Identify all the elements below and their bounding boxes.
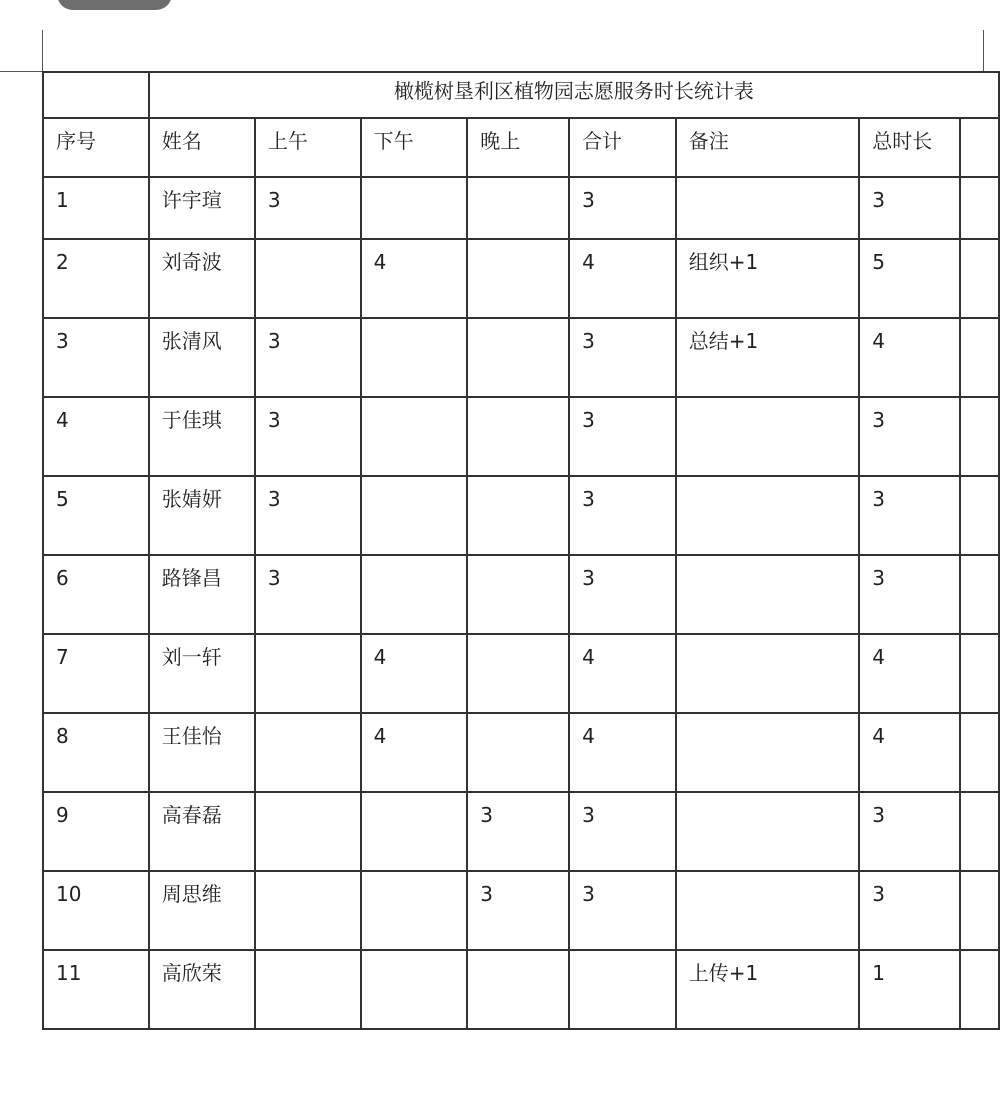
cell-evening[interactable]: [467, 634, 569, 713]
cell-value-name: 周思维: [161, 882, 222, 906]
cell-extra[interactable]: [960, 239, 999, 318]
cell-value-remark: 上传+1: [688, 961, 759, 985]
margin-guide-right: [983, 30, 984, 72]
cell-subtotal[interactable]: [569, 634, 676, 713]
header-label-total-hours: 总时长: [872, 129, 933, 153]
table-title: 橄榄树垦利区植物园志愿服务时长统计表: [393, 79, 754, 103]
table-title-row: [43, 72, 999, 118]
cell-value-subtotal: 3: [582, 566, 595, 590]
cell-evening[interactable]: [467, 950, 569, 1029]
cell-total-hours[interactable]: [859, 239, 959, 318]
cell-value-remark: [689, 556, 859, 566]
cell-morning[interactable]: [255, 871, 361, 950]
cell-value-subtotal: 3: [582, 487, 595, 511]
margin-guide-left: [42, 30, 43, 72]
cell-value-total-hours: 3: [872, 188, 885, 212]
cell-value-extra: [973, 240, 998, 250]
cell-value-evening: [480, 635, 568, 645]
cell-total-hours[interactable]: [859, 318, 959, 397]
cell-remark[interactable]: [676, 950, 860, 1029]
cell-extra[interactable]: [960, 792, 999, 871]
cell-value-remark: [689, 398, 859, 408]
cell-value-remark: 组织+1: [688, 250, 759, 274]
cell-subtotal[interactable]: [569, 318, 676, 397]
header-cell-evening[interactable]: [467, 118, 569, 177]
cell-afternoon[interactable]: [361, 950, 468, 1029]
cell-value-total-hours: 4: [872, 645, 885, 669]
cell-subtotal[interactable]: [569, 950, 676, 1029]
cell-evening[interactable]: [467, 476, 569, 555]
table-row: [43, 871, 999, 950]
cell-value-name: 路锋昌: [161, 566, 222, 590]
cell-value-afternoon: 4: [373, 724, 387, 748]
cell-value-name: 王佳怡: [161, 724, 222, 748]
cell-total-hours[interactable]: [859, 476, 959, 555]
cell-value-index: 10: [56, 882, 82, 906]
cell-value-total-hours: 3: [872, 882, 885, 906]
table-row: [43, 555, 999, 634]
cell-value-remark: 总结+1: [688, 329, 759, 353]
cell-morning[interactable]: [255, 634, 361, 713]
cell-value-index: 2: [56, 250, 69, 274]
cell-index[interactable]: [43, 476, 149, 555]
cell-value-total-hours: 3: [872, 803, 885, 827]
cell-value-afternoon: [374, 556, 467, 566]
header-cell-total-hours[interactable]: [859, 118, 959, 177]
table-row: [43, 792, 999, 871]
cell-value-morning: [268, 872, 360, 882]
header-cell-extra[interactable]: [960, 118, 999, 177]
cell-evening[interactable]: [467, 318, 569, 397]
cell-subtotal[interactable]: [569, 555, 676, 634]
cell-value-total-hours: 1: [872, 961, 885, 985]
cell-afternoon[interactable]: [361, 634, 468, 713]
cell-value-index: 3: [56, 329, 69, 353]
cell-name[interactable]: [149, 476, 255, 555]
cell-total-hours[interactable]: [859, 950, 959, 1029]
cell-extra[interactable]: [960, 555, 999, 634]
cell-value-afternoon: [374, 398, 467, 408]
cell-value-index: 9: [56, 803, 69, 827]
cell-value-afternoon: [374, 872, 467, 882]
cell-index[interactable]: [43, 177, 149, 239]
cell-subtotal[interactable]: [569, 871, 676, 950]
cell-value-morning: [268, 240, 360, 250]
cell-value-extra: [973, 635, 998, 645]
cell-value-remark: [689, 714, 859, 724]
cell-index[interactable]: [43, 792, 149, 871]
cell-morning[interactable]: [255, 239, 361, 318]
cell-index[interactable]: [43, 555, 149, 634]
cell-value-morning: [268, 714, 360, 724]
cell-subtotal[interactable]: [569, 239, 676, 318]
cell-value-morning: 3: [267, 408, 281, 432]
cell-value-morning: 3: [267, 188, 281, 212]
cell-value-extra: [973, 398, 998, 408]
cell-value-subtotal: 4: [582, 250, 595, 274]
cell-index[interactable]: [43, 634, 149, 713]
cell-extra[interactable]: [960, 177, 999, 239]
cell-value-subtotal: 3: [582, 803, 595, 827]
cell-value-extra: [973, 319, 998, 329]
cell-value-subtotal: 4: [582, 645, 595, 669]
cell-extra[interactable]: [960, 713, 999, 792]
cell-morning[interactable]: [255, 713, 361, 792]
cell-value-name: 高春磊: [161, 803, 222, 827]
cell-afternoon[interactable]: [361, 476, 468, 555]
header-cell-afternoon[interactable]: [361, 118, 468, 177]
cell-value-morning: 3: [267, 566, 281, 590]
cell-value-evening: 3: [480, 803, 493, 827]
header-label-index: 序号: [56, 129, 96, 153]
cell-value-afternoon: [374, 477, 467, 487]
cell-afternoon[interactable]: [361, 792, 468, 871]
header-cell-index[interactable]: [43, 118, 149, 177]
table-title-cell[interactable]: [149, 72, 999, 118]
margin-guide-horizontal: [0, 71, 44, 72]
cell-value-evening: 3: [480, 882, 493, 906]
header-label-remark: 备注: [688, 129, 729, 153]
table-row: [43, 239, 999, 318]
table-row: [43, 634, 999, 713]
cell-value-evening: [480, 319, 568, 329]
cell-value-total-hours: 4: [872, 724, 885, 748]
cell-total-hours[interactable]: [859, 634, 959, 713]
cell-subtotal[interactable]: [569, 792, 676, 871]
header-label-extra: [973, 119, 998, 129]
cell-morning[interactable]: [255, 397, 361, 476]
cell-value-total-hours: 3: [872, 408, 885, 432]
cell-value-remark: [689, 872, 859, 882]
floating-toolbar-pill[interactable]: [57, 0, 172, 10]
cell-afternoon[interactable]: [361, 555, 468, 634]
cell-total-hours[interactable]: [859, 555, 959, 634]
table-header-row: [43, 118, 999, 177]
cell-value-name: 高欣荣: [161, 961, 222, 985]
cell-value-extra: [973, 477, 998, 487]
cell-value-evening: [480, 556, 568, 566]
cell-value-subtotal: 3: [582, 882, 595, 906]
cell-value-evening: [480, 398, 568, 408]
cell-value-afternoon: [374, 951, 467, 961]
cell-afternoon[interactable]: [361, 239, 468, 318]
cell-evening[interactable]: [467, 871, 569, 950]
header-label-evening: 晚上: [480, 129, 521, 153]
cell-afternoon[interactable]: [361, 177, 468, 239]
header-cell-subtotal[interactable]: [569, 118, 676, 177]
cell-value-index: 1: [56, 188, 69, 212]
cell-afternoon[interactable]: [361, 318, 468, 397]
cell-index[interactable]: [43, 239, 149, 318]
cell-extra[interactable]: [960, 318, 999, 397]
cell-value-total-hours: 3: [872, 566, 885, 590]
cell-index[interactable]: [43, 950, 149, 1029]
cell-evening[interactable]: [467, 555, 569, 634]
cell-value-morning: 3: [267, 329, 281, 353]
cell-value-subtotal: 4: [582, 724, 595, 748]
cell-value-afternoon: [374, 319, 467, 329]
cell-name[interactable]: [149, 792, 255, 871]
cell-value-evening: [480, 477, 568, 487]
cell-value-name: 许宇瑄: [161, 188, 222, 212]
cell-afternoon[interactable]: [361, 397, 468, 476]
table-row: [43, 950, 999, 1029]
cell-value-total-hours: 3: [872, 487, 885, 511]
cell-value-afternoon: 4: [373, 645, 387, 669]
cell-value-index: 4: [56, 408, 69, 432]
header-cell-name[interactable]: [149, 118, 255, 177]
cell-remark[interactable]: [676, 713, 860, 792]
cell-value-name: 张婧妍: [161, 487, 222, 511]
table-row: [43, 713, 999, 792]
cell-index[interactable]: [43, 318, 149, 397]
cell-value-evening: [480, 714, 568, 724]
cell-value-subtotal: 3: [582, 329, 595, 353]
cell-value-evening: [480, 178, 568, 188]
cell-name[interactable]: [149, 318, 255, 397]
cell-value-index: 11: [56, 961, 82, 985]
cell-value-extra: [973, 714, 998, 724]
cell-subtotal[interactable]: [569, 397, 676, 476]
cell-evening[interactable]: [467, 239, 569, 318]
cell-value-morning: [268, 793, 360, 803]
cell-extra[interactable]: [960, 871, 999, 950]
cell-value-subtotal: [582, 951, 675, 961]
cell-morning[interactable]: [255, 318, 361, 397]
cell-remark[interactable]: [676, 318, 860, 397]
cell-value-afternoon: [374, 178, 467, 188]
cell-name[interactable]: [149, 397, 255, 476]
volunteer-hours-table: [42, 71, 1000, 1030]
cell-morning[interactable]: [255, 792, 361, 871]
cell-index[interactable]: [43, 397, 149, 476]
header-label-name: 姓名: [161, 129, 202, 153]
cell-value-index: 7: [56, 645, 69, 669]
cell-value-remark: [689, 477, 859, 487]
header-cell-morning[interactable]: [255, 118, 361, 177]
cell-name[interactable]: [149, 871, 255, 950]
cell-value-morning: 3: [267, 487, 281, 511]
cell-value-afternoon: [374, 793, 467, 803]
cell-value-index: 6: [56, 566, 69, 590]
cell-value-extra: [973, 178, 998, 188]
cell-remark[interactable]: [676, 634, 860, 713]
cell-value-total-hours: 4: [872, 329, 885, 353]
cell-morning[interactable]: [255, 476, 361, 555]
cell-total-hours[interactable]: [859, 177, 959, 239]
cell-remark[interactable]: [676, 555, 860, 634]
cell-subtotal[interactable]: [569, 713, 676, 792]
cell-value-remark: [689, 793, 859, 803]
cell-total-hours[interactable]: [859, 713, 959, 792]
cell-extra[interactable]: [960, 950, 999, 1029]
cell-evening[interactable]: [467, 397, 569, 476]
cell-value-extra: [973, 872, 998, 882]
cell-remark[interactable]: [676, 476, 860, 555]
cell-name[interactable]: [149, 177, 255, 239]
cell-value-index: 8: [56, 724, 69, 748]
cell-afternoon[interactable]: [361, 713, 468, 792]
cell-extra[interactable]: [960, 397, 999, 476]
cell-afternoon[interactable]: [361, 871, 468, 950]
header-cell-remark[interactable]: [676, 118, 860, 177]
cell-remark[interactable]: [676, 792, 860, 871]
cell-index[interactable]: [43, 871, 149, 950]
cell-name[interactable]: [149, 239, 255, 318]
cell-subtotal[interactable]: [569, 476, 676, 555]
header-label-subtotal: 合计: [582, 129, 623, 153]
header-label-afternoon: 下午: [373, 129, 414, 153]
cell-total-hours[interactable]: [859, 871, 959, 950]
cell-morning[interactable]: [255, 555, 361, 634]
cell-name[interactable]: [149, 950, 255, 1029]
cell-value-name: 于佳琪: [161, 408, 222, 432]
cell-value-morning: [268, 635, 360, 645]
cell-evening[interactable]: [467, 177, 569, 239]
cell-value-index: 5: [56, 487, 69, 511]
cell-value-name: 张清风: [161, 329, 222, 353]
cell-value-evening: [480, 951, 568, 961]
header-label-morning: 上午: [267, 129, 308, 153]
cell-evening[interactable]: [467, 792, 569, 871]
cell-subtotal[interactable]: [569, 177, 676, 239]
cell-value-extra: [973, 556, 998, 566]
cell-morning[interactable]: [255, 177, 361, 239]
cell-remark[interactable]: [676, 397, 860, 476]
cell-value-subtotal: 3: [582, 188, 595, 212]
cell-value-total-hours: 5: [872, 250, 885, 274]
cell-value-name: 刘奇波: [161, 250, 222, 274]
cell-remark[interactable]: [676, 239, 860, 318]
cell-name[interactable]: [149, 555, 255, 634]
cell-index[interactable]: [43, 713, 149, 792]
cell-total-hours[interactable]: [859, 397, 959, 476]
cell-name[interactable]: [149, 713, 255, 792]
cell-morning[interactable]: [255, 950, 361, 1029]
cell-value-morning: [268, 951, 360, 961]
table-row: [43, 476, 999, 555]
cell-name[interactable]: [149, 634, 255, 713]
cell-remark[interactable]: [676, 177, 860, 239]
cell-value-extra: [973, 951, 998, 961]
cell-extra[interactable]: [960, 476, 999, 555]
cell-evening[interactable]: [467, 713, 569, 792]
cell-value-name: 刘一轩: [161, 645, 222, 669]
table-row: [43, 318, 999, 397]
cell-remark[interactable]: [676, 871, 860, 950]
cell-extra[interactable]: [960, 634, 999, 713]
cell-value-remark: [689, 635, 859, 645]
cell-total-hours[interactable]: [859, 792, 959, 871]
cell-value-extra: [973, 793, 998, 803]
table-row: [43, 177, 999, 239]
cell-value-evening: [480, 240, 568, 250]
cell-value-subtotal: 3: [582, 408, 595, 432]
cell-value-afternoon: 4: [373, 250, 387, 274]
table-corner-cell[interactable]: [43, 72, 149, 118]
cell-value-remark: [689, 178, 859, 188]
table-row: [43, 397, 999, 476]
